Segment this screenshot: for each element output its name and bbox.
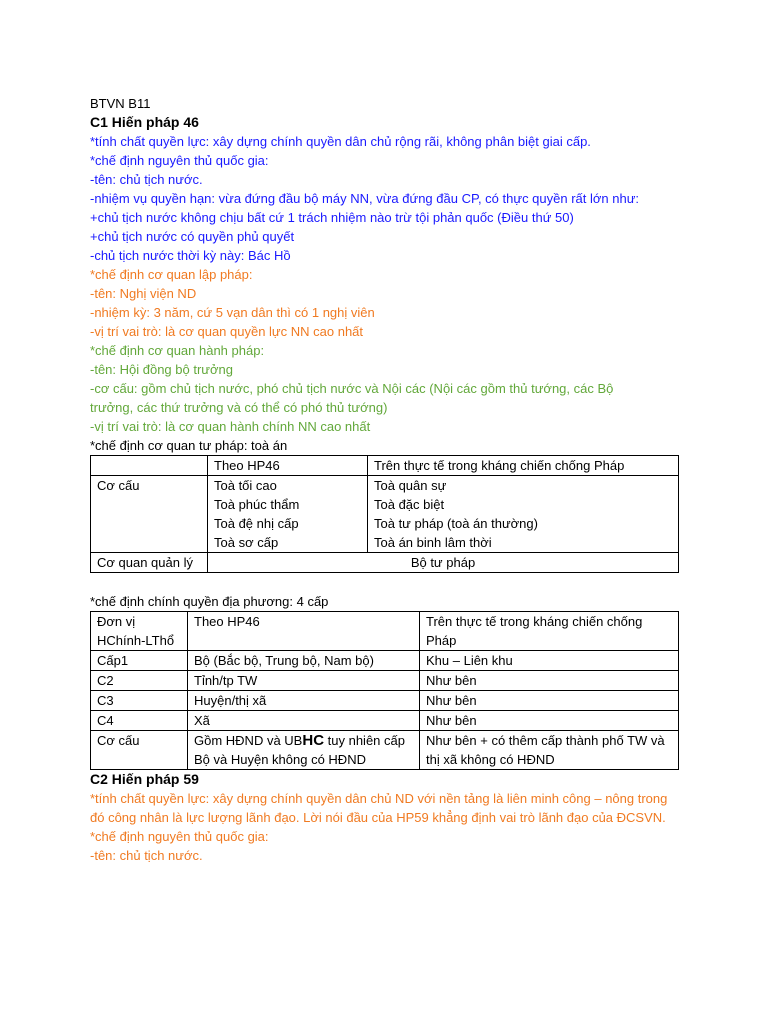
section2-heading: C2 Hiến pháp 59 (90, 771, 199, 787)
text-line: -tên: Nghị viện ND (90, 286, 197, 301)
table-cell: Như bên (420, 691, 679, 711)
text-line: -tên: Hội đồng bộ trưởng (90, 362, 233, 377)
text-line: *chế định cơ quan lập pháp: (90, 267, 253, 282)
table-cell: Như bên + có thêm cấp thành phố TW và thị xã không có HĐND (420, 731, 679, 770)
table-cell: Như bên (420, 711, 679, 731)
text-line: -vị trí vai trò: là cơ quan hành chính NN cao nhất (90, 419, 371, 434)
text-line: -cơ cấu: gồm chủ tịch nước, phó chủ tịch nước và Nội các (Nội các gồm thủ tướng, các Bộ trưởng, các thứ trưởng và có thể có phó thủ tướng) (90, 381, 614, 415)
section1-heading: C1 Hiến pháp 46 (90, 114, 199, 130)
table-cell: Tỉnh/tp TW (188, 671, 420, 691)
list-item: Toà đệ nhị cấp (214, 516, 299, 531)
text-line: *tính chất quyền lực: xây dựng chính quyền dân chủ rộng rãi, không phân biệt giai cấp. (90, 134, 591, 149)
table-cell: Cơ cấu (91, 476, 208, 553)
list-item: Toà sơ cấp (214, 535, 279, 550)
table-cell: Khu – Liên khu (420, 651, 679, 671)
table-row (91, 691, 679, 711)
local-heading: *chế định chính quyền địa phương: 4 cấp (90, 594, 329, 609)
text-line: *chế định nguyên thủ quốc gia: (90, 829, 269, 844)
section1-green-block (90, 341, 690, 436)
text-line: *chế định nguyên thủ quốc gia: (90, 153, 269, 168)
table-row (91, 671, 679, 691)
section1-blue-block (90, 132, 690, 265)
table-row (91, 612, 679, 651)
text-line: -nhiệm vụ quyền hạn: vừa đứng đầu bộ máy NN, vừa đứng đầu CP, có thực quyền rất lớn như: (90, 191, 640, 206)
table-row (91, 711, 679, 731)
cell-text: Gồm HĐND và UB (194, 733, 303, 748)
table-cell: Xã (188, 711, 420, 731)
doc-label: BTVN B11 (90, 96, 151, 111)
table-cell: C2 (91, 671, 188, 691)
table-cell: Theo HP46 (188, 612, 420, 651)
text-line: -tên: chủ tịch nước. (90, 848, 203, 863)
list-item: Toà tư pháp (toà án thường) (374, 516, 538, 531)
text-line: +chủ tịch nước có quyền phủ quyết (90, 229, 295, 244)
table-cell: Như bên (420, 671, 679, 691)
judicial-heading: *chế định cơ quan tư pháp: toà án (90, 438, 288, 453)
list-item: Toà đặc biệt (374, 497, 445, 512)
table-cell: Theo HP46 (208, 456, 368, 476)
table-cell: Trên thực tế trong kháng chiến chống Pháp (368, 456, 679, 476)
table-cell: Cơ cấu (91, 731, 188, 770)
list-item: Toà án binh lâm thời (374, 535, 492, 550)
list-item: Toà phúc thẩm (214, 497, 300, 512)
table-cell: C3 (91, 691, 188, 711)
table-cell (208, 476, 368, 553)
table-cell: Huyện/thị xã (188, 691, 420, 711)
text-line: -tên: chủ tịch nước. (90, 172, 203, 187)
text-line: -vị trí vai trò: là cơ quan quyền lực NN cao nhất (90, 324, 364, 339)
cell-text: tuy nhiên cấp Bộ và Huyện không có HĐND (194, 733, 405, 767)
text-line: *tính chất quyền lực: xây dựng chính quyền dân chủ ND với nền tảng là liên minh công – nông trong đó công nhân là lực lượng lãnh đạo. Lời nói đầu của HP59 khẳng định vai trò lãnh đạo của ĐCSVN. (90, 791, 668, 825)
table-cell (368, 476, 679, 553)
text-line: -nhiệm kỳ: 3 năm, cứ 5 vạn dân thì có 1 nghị viên (90, 305, 375, 320)
judicial-table (90, 455, 679, 573)
table-cell (188, 731, 420, 770)
table-cell: Cơ quan quản lý (91, 553, 208, 573)
table-row (91, 553, 679, 573)
text-line: -chủ tịch nước thời kỳ này: Bác Hồ (90, 248, 291, 263)
document-page (90, 94, 690, 865)
table-row (91, 456, 679, 476)
table-row (91, 476, 679, 553)
cell-text-emphasis: HC (302, 732, 325, 749)
table-cell: Đơn vị HChính-LThổ (91, 612, 188, 651)
section2-orange-block (90, 789, 690, 865)
local-government-table (90, 611, 679, 770)
list-item: Toà quân sự (374, 478, 447, 493)
table-row (91, 731, 679, 770)
table-cell: Cấp1 (91, 651, 188, 671)
section1-orange-block (90, 265, 690, 341)
table-cell: Bộ tư pháp (208, 553, 679, 573)
table-cell: Bộ (Bắc bộ, Trung bộ, Nam bộ) (188, 651, 420, 671)
table-row (91, 651, 679, 671)
text-line: *chế định cơ quan hành pháp: (90, 343, 265, 358)
list-item: Toà tối cao (214, 478, 277, 493)
table-cell: Trên thực tế trong kháng chiến chống Pháp (420, 612, 679, 651)
text-line: +chủ tịch nước không chịu bất cứ 1 trách nhiệm nào trừ tội phản quốc (Điều thứ 50) (90, 210, 574, 225)
table-cell: C4 (91, 711, 188, 731)
table-cell (91, 456, 208, 476)
